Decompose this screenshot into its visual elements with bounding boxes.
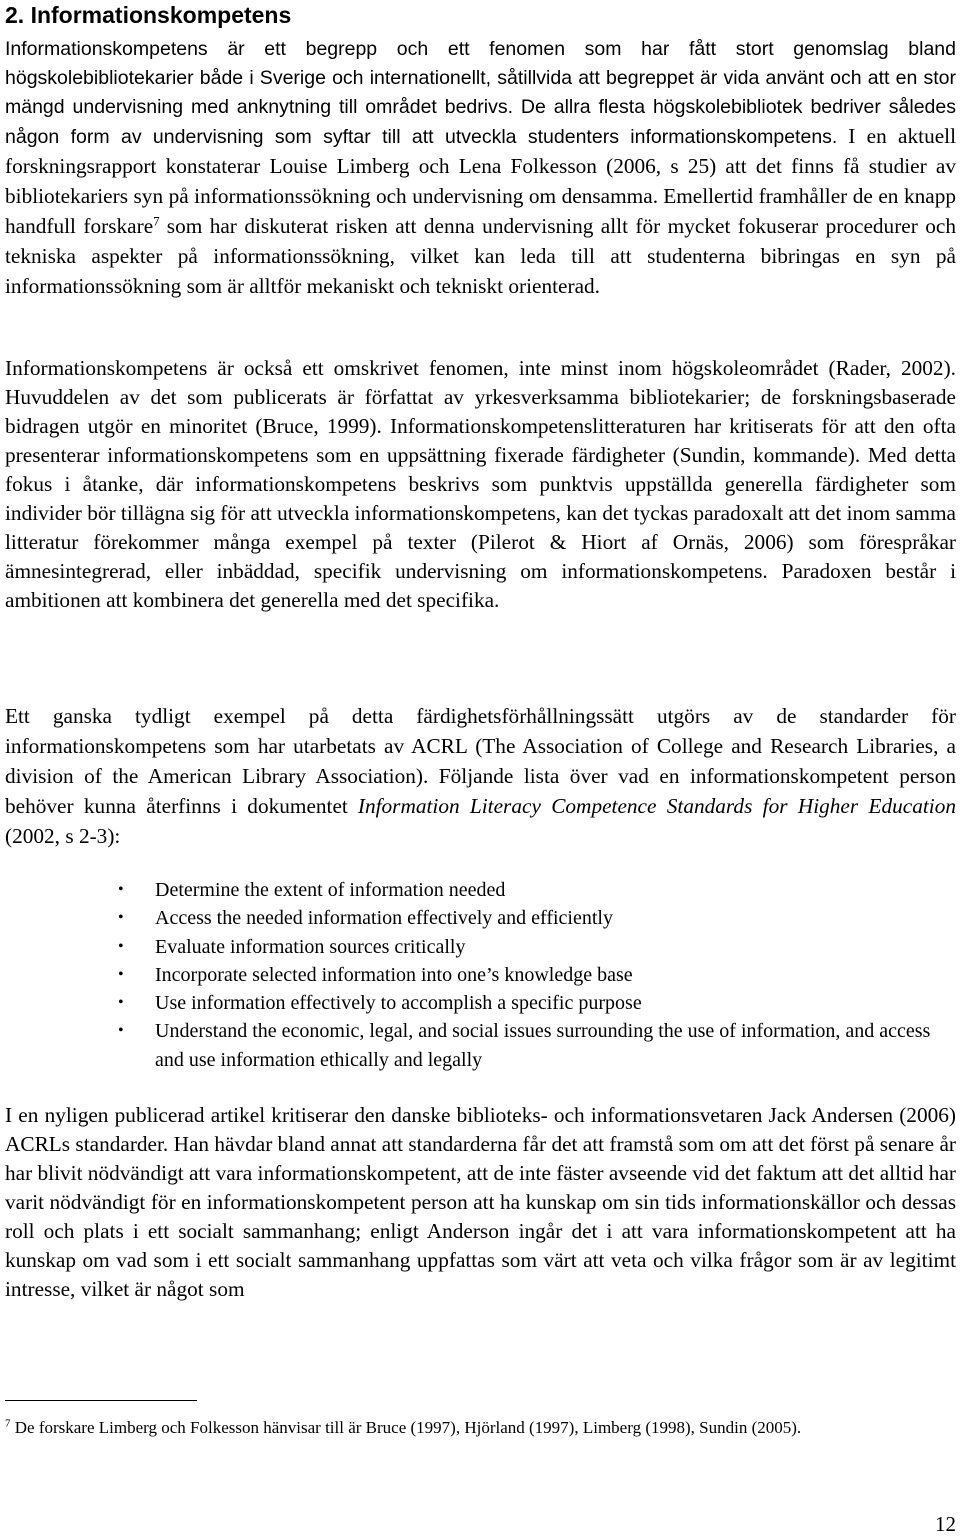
list-item <box>5 961 956 989</box>
footnote-reference: 7 <box>153 213 160 229</box>
bullet-icon: • <box>118 994 124 1012</box>
list-item <box>5 933 956 961</box>
bullet-icon: • <box>118 937 124 955</box>
standards-list <box>5 876 956 1074</box>
footnote-number: 7 <box>5 1417 11 1430</box>
document-title: Information Literacy Competence Standards for Higher Education <box>357 794 957 818</box>
list-item-text: Use information effectively to accomplish a specific purpose <box>155 992 642 1015</box>
footnote-text: De forskare Limberg och Folkesson hänvisar till är Bruce (1997), Hjörland (1997), Limberg (1998), Sundin (2005). <box>14 1418 802 1437</box>
list-item <box>5 1017 956 1074</box>
paragraph-3-text-b: (2002, s 2-3): <box>5 824 121 848</box>
paragraph-4: I en nyligen publicerad artikel kritiserar den danske biblioteks- och informationsvetaren Jack Andersen (2006) ACRLs standarder. Han hävdar bland annat att standarderna får det att framstå som om att det först på senare år har blivit nödvändigt att vara informationskompetent, att de inte fäster avseende vid det faktum att det alltid har varit nödvändigt för en informationskompetent person att ha kunskap om sin tids informationskällor och dessas roll och plats i ett socialt sammanhang; enligt Anderson ingår det i att vara informationskompetent att ha kunskap om vad som i ett socialt sammanhang uppfattas som värt att veta och vilka frågor som är av legitimt intresse, vilket är något som <box>5 1103 956 1301</box>
list-item <box>5 989 956 1017</box>
bullet-icon: • <box>118 881 124 898</box>
footnote <box>5 1414 956 1441</box>
paragraph-1 <box>5 35 956 302</box>
list-item-text: Understand the economic, legal, and social issues surrounding the use of information, and access and use information ethically and legally <box>155 1020 931 1071</box>
paragraph-1-serif-text-b: Emellertid framhåller de en knapp handfull forskare <box>5 184 956 238</box>
bullet-icon: • <box>118 1022 124 1040</box>
bullet-icon: • <box>118 965 124 983</box>
paragraph-3 <box>5 702 956 852</box>
paragraph-1-serif-text-c: som har diskuterat risken att denna undervisning allt för mycket fokuserar procedurer och tekniska aspekter på informationssökning, vilket kan leda till att studenterna bibringas en syn på informationssökning som är alltför mekaniskt och tekniskt orienterad. <box>5 214 957 298</box>
list-item-text: Access the needed information effectively and efficiently <box>155 907 613 930</box>
list-item <box>5 876 956 904</box>
paragraph-2: Informationskompetens är också ett omskrivet fenomen, inte minst inom högskoleområdet (Rader, 2002). Huvuddelen av det som publicerats är författat av yrkesverksamma bibliotekarier; de forskningsbaserade bidragen utgör en minoritet (Bruce, 1999). Informationskompetenslitteraturen har kritiserats för att den ofta presenterar informationskompetens som en uppsättning fixerade färdigheter (Sundin, kommande). Med detta fokus i åtanke, där informationskompetens beskrivs som punktvis uppställda generella färdigheter som individer bör tillägna sig för att utveckla informationskompetens, kan det tyckas paradoxalt att det inom samma litteratur förekommer många exempel på texter (Pilerot & Hiort af Ornäs, 2006) som förespråkar ämnesintegrerad, eller inbäddad, specifik undervisning om informationskompetens. Paradoxen består i ambitionen att kombinera det generella med det specifika. <box>5 356 957 612</box>
section-heading: 2. Informationskompetens <box>5 2 292 28</box>
paragraph-1-sans-text: Informationskompetens är ett begrepp och ett fenomen som har fått stort genomslag bland högskolebibliotekarier både i Sverige och internationellt, såtillvida att begreppet är vida använt och att en stor mängd undervisning med anknytning till området bedrivs. De allra flesta högskolebibliotek bedriver således någon form av undervisning som syftar till att utveckla studenters informationskompetens. <box>5 38 956 148</box>
bullet-icon: • <box>118 909 124 927</box>
list-item <box>5 904 956 932</box>
list-item-text: Incorporate selected information into one’s knowledge base <box>155 963 633 986</box>
list-item-text: Evaluate information sources critically <box>155 935 466 958</box>
paragraph-1-serif-text-a: I en aktuell forskningsrapport konstaterar Louise Limberg och Lena Folkesson (2006, s 25) att det finns få studier av bibliotekariers syn på informationssökning och undervisning om densamma. <box>5 124 957 208</box>
list-item-text: Determine the extent of information needed <box>155 879 506 901</box>
page-number: 12 <box>935 1512 956 1536</box>
paragraph-3-text-a: Ett ganska tydligt exempel på detta färdighetsförhållningssätt utgörs av de standarder för informationskompetens som har utarbetats av ACRL (The Association of College and Research Libraries, a division of the American Library Association). Följande lista över vad en informationskompetent person behöver kunna återfinns i dokumentet <box>5 704 956 818</box>
footnote-divider <box>5 1400 197 1401</box>
